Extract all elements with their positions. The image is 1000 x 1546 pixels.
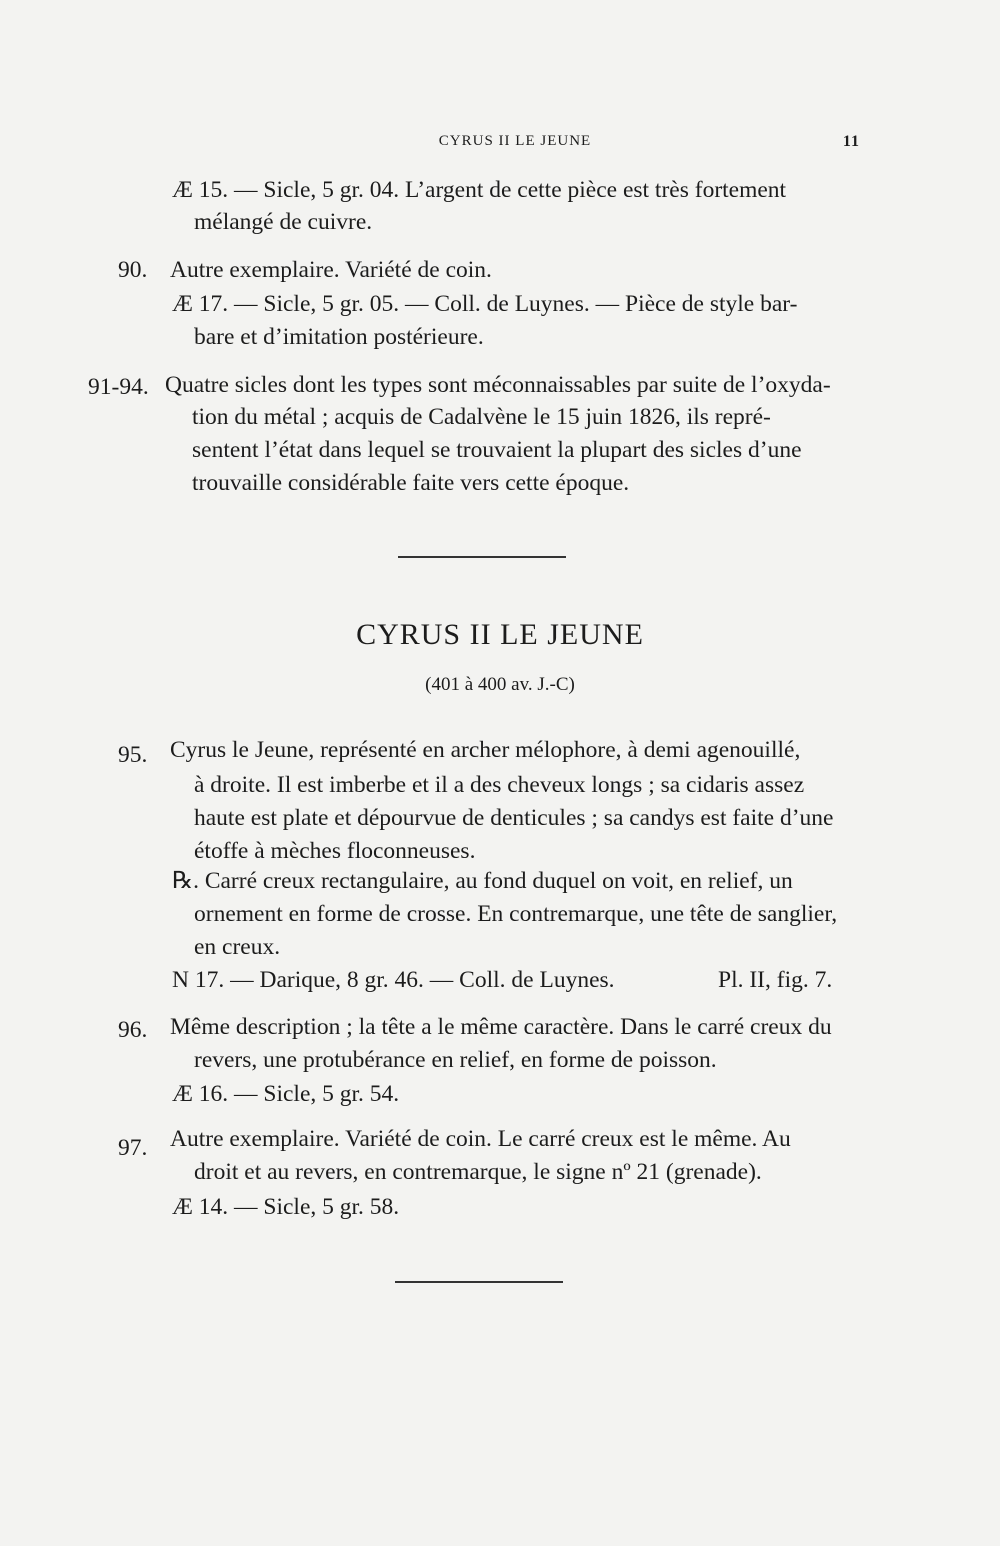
text-line: Quatre sicles dont les types sont méconnaissables par suite de l’oxyda- (165, 372, 831, 398)
entry-number: 97. (118, 1135, 148, 1161)
running-head (170, 133, 860, 157)
text-line: Æ 14. — Sicle, 5 gr. 58. (172, 1194, 400, 1220)
text-line: N 17. — Darique, 8 gr. 46. — Coll. de Luynes. (172, 967, 615, 993)
text-line: Même description ; la tête a le même caractère. Dans le carré creux du (170, 1014, 832, 1040)
text-line: Æ 17. — Sicle, 5 gr. 05. — Coll. de Luynes. — Pièce de style bar- (172, 291, 798, 317)
section-divider (398, 556, 566, 558)
entry-number: 91-94. (88, 374, 149, 400)
text-line: tion du métal ; acquis de Cadalvène le 15 juin 1826, ils repré- (192, 404, 771, 430)
text-line: mélangé de cuivre. (194, 209, 373, 235)
text-line: étoffe à mèches floconneuses. (194, 838, 476, 864)
text-line: en creux. (194, 934, 281, 960)
text-line: à droite. Il est imberbe et il a des cheveux longs ; sa cidaris assez (194, 772, 805, 798)
entry-number: 90. (118, 257, 148, 283)
text-line: Æ 16. — Sicle, 5 gr. 54. (172, 1081, 400, 1107)
entry-number: 95. (118, 742, 148, 768)
text-line: bare et d’imitation postérieure. (194, 324, 484, 350)
text-line: Æ 15. — Sicle, 5 gr. 04. L’argent de cette pièce est très fortement (172, 177, 787, 203)
plate-reference: Pl. II, fig. 7. (718, 967, 833, 993)
section-dates: (401 à 400 av. J.-C) (425, 674, 575, 695)
section-title: CYRUS II LE JEUNE (356, 618, 644, 651)
page-number: 11 (842, 133, 860, 150)
text-line: Cyrus le Jeune, représenté en archer mélophore, à demi agenouillé, (170, 737, 801, 763)
text-line: Autre exemplaire. Variété de coin. (170, 257, 492, 283)
text-line: droit et au revers, en contremarque, le signe nº 21 (grenade). (194, 1159, 762, 1185)
text-line: haute est plate et dépourvue de denticules ; sa candys est faite d’une (194, 805, 834, 831)
text-line: Autre exemplaire. Variété de coin. Le carré creux est le même. Au (170, 1126, 791, 1152)
text-line: sentent l’état dans lequel se trouvaient la plupart des sicles d’une (192, 437, 802, 463)
text-line: ornement en forme de crosse. En contremarque, une tête de sanglier, (194, 901, 838, 927)
text-line: trouvaille considérable faite vers cette époque. (192, 470, 630, 496)
end-divider (395, 1281, 563, 1283)
entry-number: 96. (118, 1017, 148, 1043)
text-line: ℞. Carré creux rectangulaire, au fond duquel on voit, en relief, un (172, 868, 793, 894)
text-line: revers, une protubérance en relief, en forme de poisson. (194, 1047, 717, 1073)
running-title: CYRUS II LE JEUNE (438, 133, 592, 149)
